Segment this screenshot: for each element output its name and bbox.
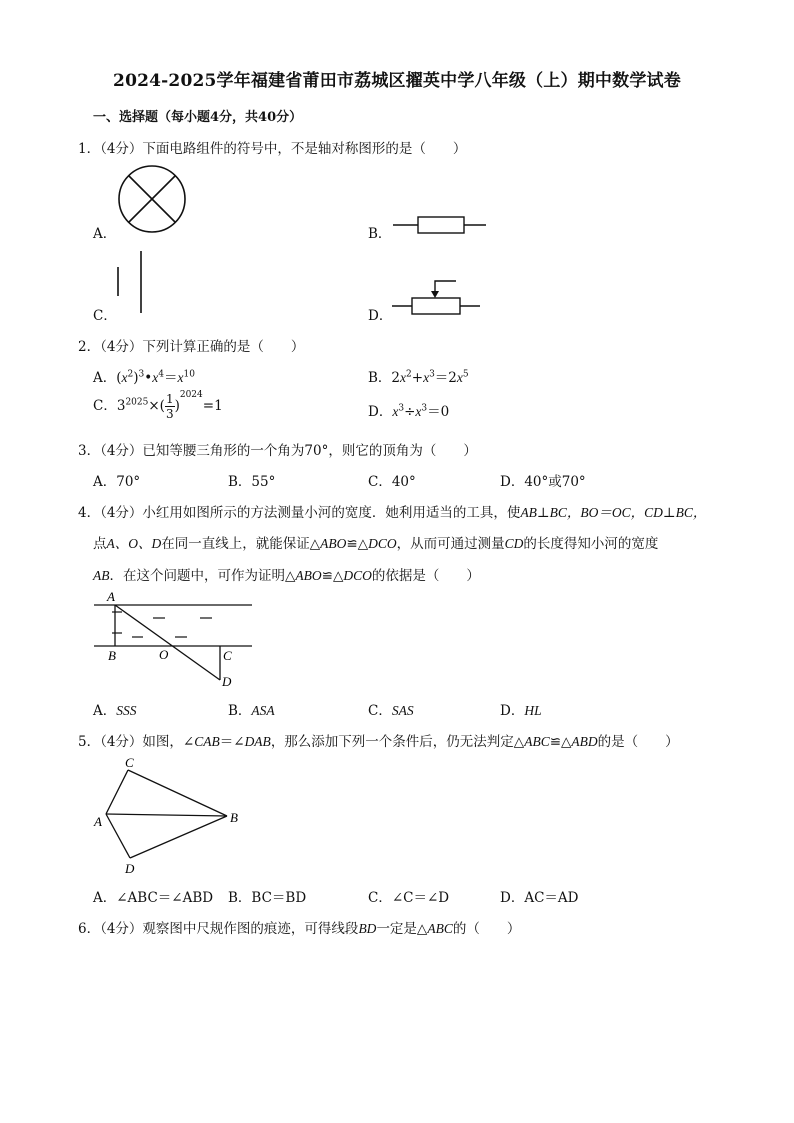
q5-option-b: B．BC＝BD	[228, 890, 307, 906]
q5-cab: CAB	[194, 734, 220, 749]
q3-option-b: B．55°	[228, 474, 276, 490]
fig4-label-c: C	[223, 648, 232, 663]
q4-line3-cong: ≌△	[321, 568, 344, 584]
q4-line2-points: A、O、D	[106, 536, 162, 551]
resistor-symbol-figure	[393, 214, 488, 236]
q4-option-c	[368, 699, 414, 719]
q4-option-c-label: C．	[368, 703, 392, 719]
one-third-fraction: $\frac{1}{3}$	[165, 392, 174, 421]
q4-option-a-label: A．	[93, 703, 117, 719]
q3-option-a: A．70°	[93, 474, 141, 490]
q4-option-d	[500, 699, 542, 719]
fig5-label-b: B	[230, 810, 238, 825]
page-title: 2024-2025学年福建省莆田市荔城区擢英中学八年级（上）期中数学试卷	[113, 71, 681, 91]
q4-line2-text-d: 的长度得知小河的宽度	[523, 536, 659, 552]
q1-option-c-label: C．	[93, 308, 117, 324]
q1-option-a-label: A．	[93, 226, 117, 242]
q5-text-a: 5．（4分）如图，∠	[78, 734, 195, 750]
q6-text-a: 6．（4分）观察图中尺规作图的痕迹，可得线段	[78, 921, 359, 937]
q2-option-b-label: B．	[368, 370, 392, 386]
q2-option-a: A．$(x^2)^3•x^4=x^{10}$	[93, 369, 195, 386]
q5-text-b: ，那么添加下列一个条件后，仍无法判定△	[270, 734, 525, 750]
question-4-line-1	[78, 501, 706, 521]
q2-option-c-label: C．	[93, 398, 117, 414]
section-heading: 一、选择题（每小题4分，共40分）	[93, 110, 303, 125]
q2-option-d: D．$x^3\div x^3=0$	[368, 403, 450, 420]
fig4-label-o: O	[159, 647, 169, 662]
q4-line2-text-c: ，从而可通过测量	[396, 536, 505, 552]
q3-option-c: C．40°	[368, 474, 416, 490]
q2-option-d-label: D．	[368, 404, 393, 420]
question-3-stem: 3．（4分）已知等腰三角形的一个角为70°，则它的顶角为（ ）	[78, 443, 477, 459]
variable-resistor-symbol-figure	[392, 278, 484, 320]
q5-option-d: D．AC＝AD	[500, 890, 579, 906]
fig4-label-b: B	[108, 648, 116, 663]
q4-option-b-label: B．	[228, 703, 252, 719]
q4-line2-cong: ≌△	[346, 536, 369, 552]
q5-text-c: 的是（ ）	[597, 734, 679, 750]
fig4-label-d: D	[222, 674, 232, 689]
q4-line3-ab: AB	[93, 568, 110, 583]
q2-option-a-label: A．	[93, 370, 117, 386]
river-width-figure	[90, 588, 260, 690]
q5-cong: ≌△	[549, 734, 572, 750]
q4-line1-text: 4．（4分）小红用如图所示的方法测量小河的宽度．她利用适当的工具，使	[78, 505, 521, 521]
q4-line3-tri2: DCO	[343, 568, 372, 583]
q4-option-b-value: ASA	[251, 703, 275, 718]
q4-line2-cd: CD	[504, 536, 524, 551]
q5-dab: DAB	[244, 734, 271, 749]
q1-option-d-label: D．	[368, 308, 393, 324]
fig5-label-d: D	[125, 861, 135, 876]
fig4-label-a: A	[107, 589, 115, 604]
q5-tri2: ABD	[571, 734, 598, 749]
q4-option-a	[93, 699, 137, 719]
q6-text-b: 一定是△	[376, 921, 428, 937]
q5-tri1: ABC	[524, 734, 550, 749]
circle-cross-symbol-figure	[118, 164, 190, 236]
q2-option-c: C．$3^{2025}\times$( $\frac{1}{3}$ )$^{2024}$=1	[93, 389, 223, 421]
q6-abc: ABC	[427, 921, 453, 936]
question-4-line-3	[93, 564, 480, 584]
q3-option-d: D．40°或70°	[500, 474, 586, 490]
q1-option-b-label: B．	[368, 226, 392, 242]
q4-line2-text-a: 点	[93, 536, 107, 552]
question-6-stem	[78, 917, 520, 937]
q4-option-b	[228, 699, 275, 719]
capacitor-symbol-figure	[115, 250, 147, 316]
q4-line3-text-b: 的依据是（ ）	[371, 568, 480, 584]
q4-line1-math: AB⊥BC，BO＝OC，CD⊥BC，	[520, 505, 707, 520]
q4-line3-text-a: ．在这个问题中，可作为证明△	[109, 568, 296, 584]
q4-option-a-value: SSS	[116, 703, 137, 718]
q4-line2-text-b: 在同一直线上，就能保证△	[161, 536, 321, 552]
q4-line2-tri2: DCO	[368, 536, 397, 551]
question-4-line-2	[93, 532, 658, 552]
question-1-stem: 1．（4分）下面电路组件的符号中，不是轴对称图形的是（ ）	[78, 141, 467, 157]
quadrilateral-figure	[92, 754, 252, 879]
q4-line2-tri1: ABO	[320, 536, 347, 551]
q2-option-b: B．$2x^2+x^3=2x^5$	[368, 369, 469, 386]
fig5-label-a: A	[94, 814, 102, 829]
q4-option-d-value: HL	[524, 703, 542, 718]
q4-option-d-label: D．	[500, 703, 525, 719]
q5-option-c: C．∠C＝∠D	[368, 890, 450, 906]
question-5-stem	[78, 730, 679, 750]
fig5-label-c: C	[125, 755, 134, 770]
q6-text-c: 的（ ）	[452, 921, 521, 937]
q5-eq: ＝∠	[219, 734, 245, 750]
question-2-stem: 2．（4分）下列计算正确的是（ ）	[78, 339, 305, 355]
q4-option-c-value: SAS	[391, 703, 414, 718]
q6-bd: BD	[358, 921, 377, 936]
q4-line3-tri1: ABO	[295, 568, 322, 583]
q5-option-a: A．∠ABC＝∠ABD	[93, 890, 214, 906]
